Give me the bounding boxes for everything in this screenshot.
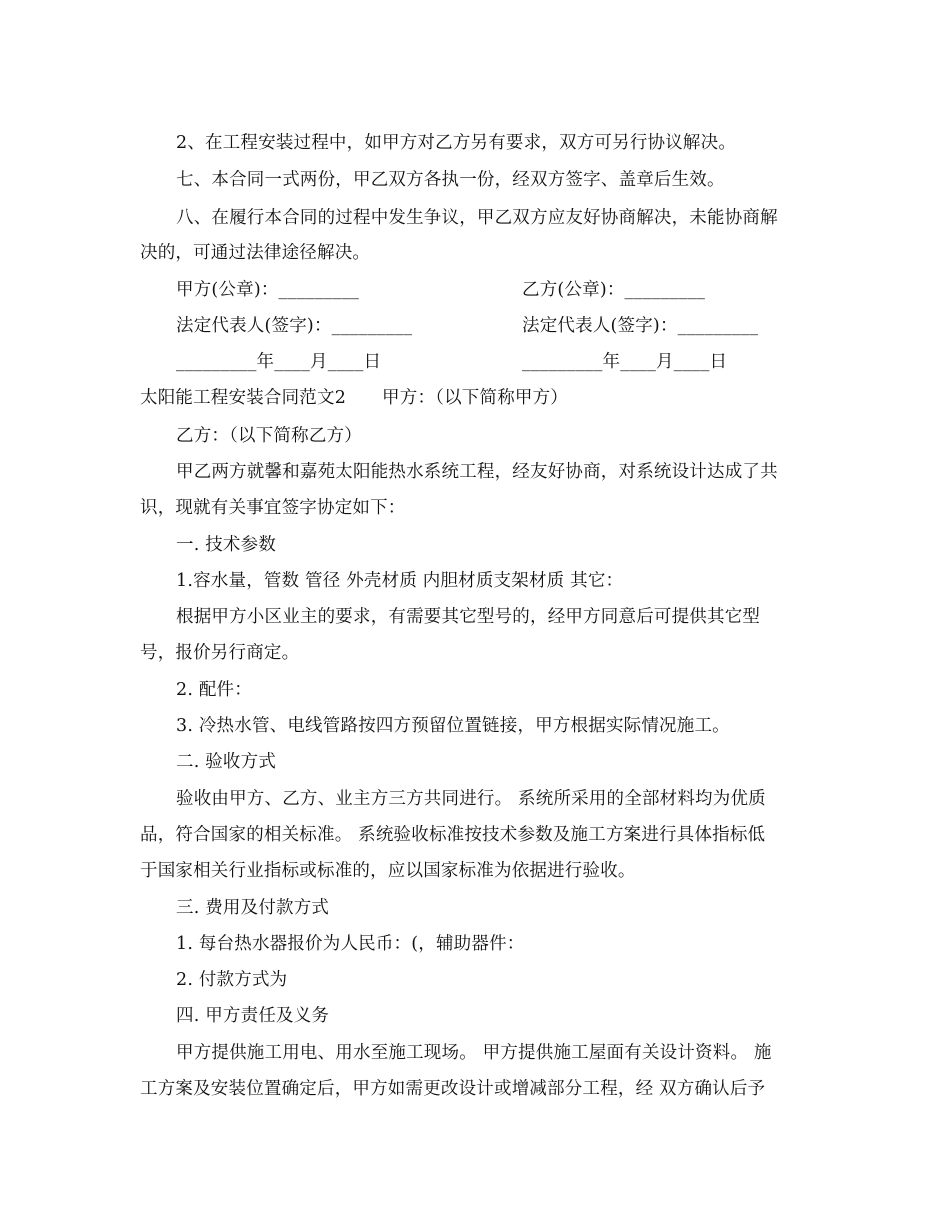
body-line: 甲乙两方就馨和嘉苑太阳能热水系统工程，经友好协商，对系统设计达成了共 bbox=[176, 462, 778, 482]
clause-line: 七、本合同一式两份，甲乙双方各执一份，经双方签字、盖章后生效。 bbox=[176, 170, 725, 190]
section-title: 太阳能工程安装合同范文2 bbox=[140, 388, 347, 408]
party-b-intro: 乙方：（以下简称乙方） bbox=[176, 426, 362, 446]
section-heading: 四. 甲方责任及义务 bbox=[176, 1006, 330, 1026]
body-line: 甲方提供施工用电、用水至施工现场。 甲方提供施工屋面有关设计资料。 施 bbox=[176, 1043, 772, 1063]
clause-line: 八、在履行本合同的过程中发生争议，甲乙双方应友好协商解决，未能协商解 bbox=[176, 208, 778, 228]
body-line: 2. 付款方式为 bbox=[176, 970, 288, 990]
body-line: 于国家相关行业指标或标准的，应以国家标准为依据进行验收。 bbox=[140, 861, 636, 881]
body-line: 号，报价另行商定。 bbox=[140, 643, 300, 663]
body-line: 2. 配件： bbox=[176, 680, 252, 700]
section-heading: 一. 技术参数 bbox=[176, 535, 277, 555]
body-line: 工方案及安装位置确定后，甲方如需更改设计或增减部分工程，经 双方确认后予 bbox=[140, 1079, 766, 1099]
body-line: 3. 冷热水管、电线管路按四方预留位置链接，甲方根据实际情况施工。 bbox=[176, 716, 730, 736]
party-a-date: _________年____月____日 bbox=[176, 352, 382, 372]
section-heading: 三. 费用及付款方式 bbox=[176, 898, 330, 918]
clause-line: 决的，可通过法律途径解决。 bbox=[140, 243, 371, 263]
body-line: 1. 每台热水器报价为人民币：(，辅助器件： bbox=[176, 934, 525, 954]
clause-line: 2、在工程安装过程中，如甲方对乙方另有要求，双方可另行协议解决。 bbox=[176, 133, 737, 153]
party-b-date: _________年____月____日 bbox=[522, 352, 728, 372]
party-b-seal: 乙方(公章)：_________ bbox=[522, 280, 706, 300]
section-heading: 二. 验收方式 bbox=[176, 752, 277, 772]
body-line: 验收由甲方、乙方、业主方三方共同进行。 系统所采用的全部材料均为优质 bbox=[176, 789, 766, 809]
body-line: 识，现就有关事宜签字协定如下： bbox=[140, 498, 406, 518]
party-a-seal: 甲方(公章)：_________ bbox=[176, 280, 360, 300]
section-title-row bbox=[140, 386, 568, 410]
body-line: 1.容水量，管数 管径 外壳材质 内胆材质支架材质 其它： bbox=[176, 571, 624, 591]
party-a-intro: 甲方：（以下简称甲方） bbox=[382, 388, 568, 408]
party-a-representative: 法定代表人(签字)：_________ bbox=[176, 316, 413, 336]
body-line: 根据甲方小区业主的要求，有需要其它型号的，经甲方同意后可提供其它型 bbox=[176, 607, 761, 627]
party-b-representative: 法定代表人(签字)：_________ bbox=[522, 316, 759, 336]
body-line: 品，符合国家的相关标准。 系统验收标准按技术参数及施工方案进行具体指标低 bbox=[140, 825, 766, 845]
